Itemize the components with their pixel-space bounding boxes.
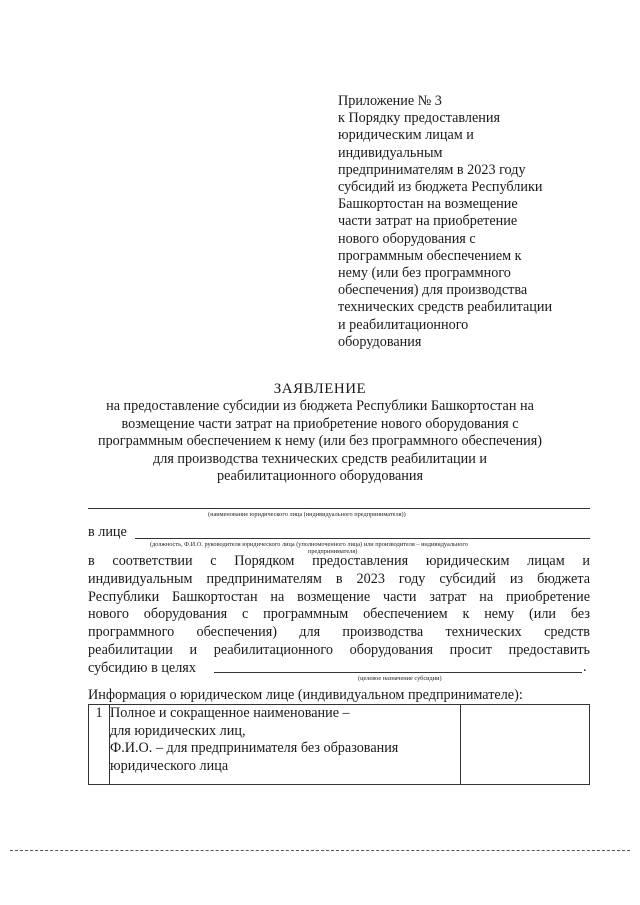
appendix-line: оборудования: [338, 333, 422, 350]
subtitle-line: возмещение части затрат на приобретение нового оборудования с: [121, 415, 519, 432]
body-line: в соответствии с Порядком предоставления юридическим лицам и: [88, 553, 590, 569]
document-title: ЗАЯВЛЕНИЕ: [273, 381, 367, 397]
row-description: [110, 705, 461, 785]
appendix-line: технических средств реабилитации: [338, 299, 553, 316]
row-description-line: Полное и сокращенное наименование –: [110, 705, 350, 721]
person-field-line[interactable]: [135, 538, 590, 539]
org-name-field-line[interactable]: [88, 508, 590, 509]
body-line: реабилитации и реабилитационного оборудования просит предоставить: [88, 641, 590, 658]
appendix-line: Башкортостан на возмещение: [338, 196, 518, 213]
appendix-line: и реабилитационного: [338, 316, 469, 333]
subtitle-line: реабилитационного оборудования: [216, 468, 424, 484]
info-table: [88, 704, 590, 785]
appendix-line: к Порядку предоставления: [338, 110, 500, 127]
subtitle-line: программным обеспечением к нему (или без программного обеспечения): [98, 433, 542, 449]
person-caption-continued: предпринимателя): [308, 548, 358, 555]
appendix-line: индивидуальным: [338, 144, 443, 161]
body-line: программного обеспечения) для производства технических средств: [88, 624, 590, 641]
row-description-line: для юридических лиц,: [110, 722, 246, 739]
person-label: в лице: [88, 524, 127, 540]
appendix-line: субсидий из бюджета Республики: [338, 179, 543, 196]
appendix-line: обеспечения) для производства: [338, 282, 528, 299]
appendix-line: Приложение № 3: [338, 93, 442, 109]
document-subtitle: [70, 398, 570, 486]
appendix-line: части затрат на приобретение: [338, 213, 518, 230]
row-description-line: юридического лица: [110, 757, 229, 774]
purpose-caption: (целевое назначение субсидии): [358, 675, 442, 682]
row-value-cell[interactable]: [461, 705, 590, 785]
page-edge-divider: [10, 850, 630, 851]
appendix-line: нему (или без программного: [338, 265, 511, 282]
body-line-last: субсидию в целях: [88, 659, 196, 676]
org-name-caption: (наименование юридического лица (индивидуального предпринимателя)): [208, 511, 406, 518]
body-line: нового оборудования с программным обеспечением к нему (или без: [88, 606, 590, 623]
appendix-line: юридическим лицам и: [338, 127, 474, 144]
appendix-header: [338, 93, 608, 351]
body-line: Республики Башкортостан на возмещение части затрат на приобретение: [88, 588, 590, 605]
row-number: 1: [89, 705, 110, 785]
person-caption: (должность, Ф.И.О. руководителя юридического лица (уполномоченного лица) или производителя – индивидуального: [150, 541, 468, 548]
appendix-line: предпринимателям в 2023 году: [338, 161, 526, 178]
appendix-line: нового оборудования с: [338, 230, 476, 247]
purpose-period: .: [583, 659, 587, 675]
info-heading: Информация о юридическом лице (индивидуальном предпринимателе):: [88, 687, 523, 703]
purpose-field-line[interactable]: [214, 672, 582, 673]
subtitle-line: для производства технических средств реабилитации и: [153, 450, 487, 467]
body-line: индивидуальным предпринимателям в 2023 году субсидий из бюджета: [88, 570, 590, 587]
body-paragraph: [88, 553, 590, 678]
subtitle-line: на предоставление субсидии из бюджета Республики Башкортостан на: [106, 398, 534, 414]
appendix-line: программным обеспечением к: [338, 247, 522, 264]
row-description-line: Ф.И.О. – для предпринимателя без образования: [110, 740, 399, 756]
table-row: [89, 705, 590, 785]
